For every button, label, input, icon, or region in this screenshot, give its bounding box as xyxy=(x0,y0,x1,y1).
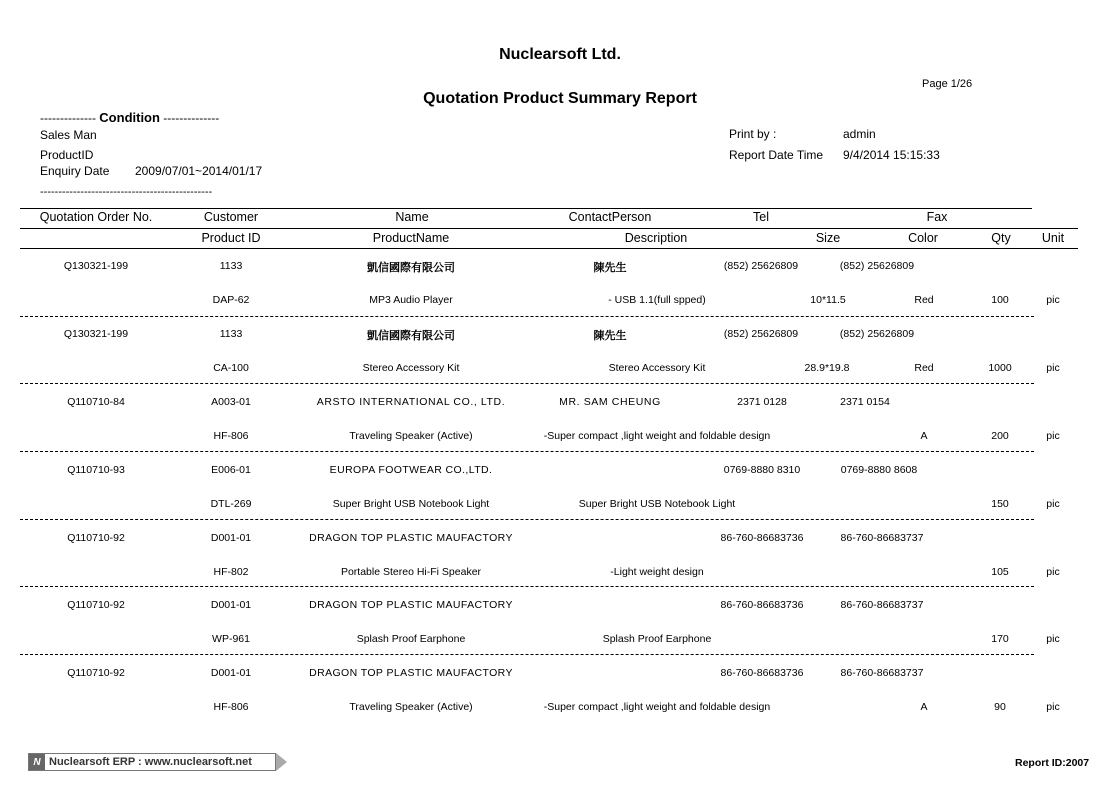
size: 28.9*19.8 xyxy=(804,362,850,374)
condition-separator: ----------------------------------------------- xyxy=(40,186,213,198)
col-size: Size xyxy=(815,231,841,245)
header-mid-rule xyxy=(20,228,1078,229)
chevron-right-icon xyxy=(276,753,287,771)
product-id: WP-961 xyxy=(212,633,250,645)
company-name: Nuclearsoft Ltd. xyxy=(499,46,621,63)
order-no: Q110710-92 xyxy=(67,599,125,611)
col-color: Color xyxy=(908,231,938,245)
report-date-label: Report Date Time xyxy=(729,148,824,162)
unit: pic xyxy=(1046,430,1060,442)
sales-man-label: Sales Man xyxy=(40,128,97,142)
record-separator xyxy=(20,383,1034,384)
qty: 100 xyxy=(991,294,1009,306)
tel: (852) 25626809 xyxy=(723,328,799,340)
condition-heading xyxy=(40,110,219,125)
description: Stereo Accessory Kit xyxy=(608,362,706,374)
qty: 200 xyxy=(991,430,1009,442)
color: Red xyxy=(914,362,934,374)
color: Red xyxy=(914,294,934,306)
enquiry-date-label: Enquiry Date xyxy=(40,164,110,178)
description: - USB 1.1(full spped) xyxy=(608,294,706,306)
customer-name: ARSTO INTERNATIONAL CO., LTD. xyxy=(316,396,506,408)
col-product-name: ProductName xyxy=(372,231,450,245)
fax: 86-760-86683737 xyxy=(840,532,924,544)
header-bottom-rule xyxy=(20,248,1078,249)
footer-logo-text: Nuclearsoft ERP : www.nuclearsoft.net xyxy=(49,756,252,768)
condition-title: Condition xyxy=(99,110,160,125)
page-number: Page 1/26 xyxy=(922,78,973,90)
fax: 86-760-86683737 xyxy=(840,667,924,679)
description: -Super compact ,light weight and foldable design xyxy=(543,430,771,442)
enquiry-date-value: 2009/07/01~2014/01/17 xyxy=(135,164,263,178)
unit: pic xyxy=(1046,633,1060,645)
product-id: HF-806 xyxy=(213,430,249,442)
product-name: MP3 Audio Player xyxy=(369,294,453,306)
color: A xyxy=(920,701,928,713)
col-tel: Tel xyxy=(753,210,769,224)
tel: 86-760-86683736 xyxy=(720,599,804,611)
tel: (852) 25626809 xyxy=(723,260,799,272)
customer-id: 1133 xyxy=(219,328,243,340)
product-name: Stereo Accessory Kit xyxy=(362,362,460,374)
report-title: Quotation Product Summary Report xyxy=(423,90,697,107)
product-name: Splash Proof Earphone xyxy=(356,633,466,645)
product-name: Traveling Speaker (Active) xyxy=(349,701,473,713)
col-qty: Qty xyxy=(991,231,1011,245)
unit: pic xyxy=(1046,362,1060,374)
qty: 105 xyxy=(991,566,1009,578)
product-id: HF-802 xyxy=(213,566,249,578)
col-name: Name xyxy=(395,210,429,224)
contact-person: 陳先生 xyxy=(593,329,627,342)
customer-id: D001-01 xyxy=(210,599,252,611)
col-unit: Unit xyxy=(1041,231,1065,245)
description: -Super compact ,light weight and foldable design xyxy=(543,701,771,713)
fax: 0769-8880 8608 xyxy=(840,464,918,476)
customer-name: EUROPA FOOTWEAR CO.,LTD. xyxy=(329,464,493,476)
col-description: Description xyxy=(624,231,688,245)
product-name: Super Bright USB Notebook Light xyxy=(332,498,490,510)
customer-id: E006-01 xyxy=(211,464,251,476)
col-product-id: Product ID xyxy=(201,231,261,245)
customer-id: D001-01 xyxy=(210,532,252,544)
nuclearsoft-logo-icon: N xyxy=(29,754,45,770)
tel: 2371 0128 xyxy=(737,396,787,408)
header-top-rule xyxy=(20,208,1032,209)
condition-dashes-right: -------------- xyxy=(163,111,220,125)
unit: pic xyxy=(1046,294,1060,306)
customer-name: DRAGON TOP PLASTIC MAUFACTORY xyxy=(309,599,513,611)
customer-id: 1133 xyxy=(219,260,243,272)
product-id: CA-100 xyxy=(213,362,249,374)
customer-name: DRAGON TOP PLASTIC MAUFACTORY xyxy=(309,532,513,544)
footer-logo[interactable] xyxy=(28,753,276,771)
order-no: Q110710-92 xyxy=(67,532,125,544)
report-id: Report ID:2007 xyxy=(1015,757,1090,769)
qty: 170 xyxy=(991,633,1009,645)
qty: 1000 xyxy=(988,362,1012,374)
product-id: HF-806 xyxy=(213,701,249,713)
tel: 86-760-86683736 xyxy=(720,667,804,679)
qty: 90 xyxy=(994,701,1006,713)
fax: (852) 25626809 xyxy=(839,328,915,340)
print-by-label: Print by : xyxy=(729,127,777,141)
product-id: DTL-269 xyxy=(210,498,252,510)
tel: 0769-8880 8310 xyxy=(723,464,801,476)
customer-name: 凱信國際有限公司 xyxy=(367,329,455,342)
record-separator xyxy=(20,451,1034,452)
customer-name: DRAGON TOP PLASTIC MAUFACTORY xyxy=(309,667,513,679)
unit: pic xyxy=(1046,701,1060,713)
contact-person: 陳先生 xyxy=(593,261,627,274)
product-id: DAP-62 xyxy=(212,294,250,306)
product-name: Traveling Speaker (Active) xyxy=(349,430,473,442)
fax: 2371 0154 xyxy=(840,396,890,408)
customer-id: D001-01 xyxy=(210,667,252,679)
order-no: Q110710-93 xyxy=(67,464,125,476)
order-no: Q130321-199 xyxy=(63,260,129,272)
record-separator xyxy=(20,519,1034,520)
report-date-value: 9/4/2014 15:15:33 xyxy=(843,148,940,162)
record-separator xyxy=(20,316,1034,317)
col-quotation-order-no: Quotation Order No. xyxy=(39,210,153,224)
size: 10*11.5 xyxy=(810,294,846,306)
description: Super Bright USB Notebook Light xyxy=(578,498,736,510)
unit: pic xyxy=(1046,498,1060,510)
description: Splash Proof Earphone xyxy=(602,633,712,645)
col-contact-person: ContactPerson xyxy=(568,210,652,224)
unit: pic xyxy=(1046,566,1060,578)
order-no: Q130321-199 xyxy=(63,328,129,340)
col-customer: Customer xyxy=(203,210,259,224)
tel: 86-760-86683736 xyxy=(720,532,804,544)
col-fax: Fax xyxy=(926,210,948,224)
product-name: Portable Stereo Hi-Fi Speaker xyxy=(340,566,482,578)
contact-person: MR. SAM CHEUNG xyxy=(559,396,661,408)
record-separator xyxy=(20,654,1034,655)
description: -Light weight design xyxy=(610,566,704,578)
qty: 150 xyxy=(991,498,1009,510)
order-no: Q110710-84 xyxy=(67,396,125,408)
order-no: Q110710-92 xyxy=(67,667,125,679)
fax: (852) 25626809 xyxy=(839,260,915,272)
print-by-value: admin xyxy=(843,127,876,141)
customer-id: A003-01 xyxy=(211,396,251,408)
condition-dashes-left: -------------- xyxy=(40,111,96,125)
product-id-label: ProductID xyxy=(40,148,94,162)
record-separator xyxy=(20,586,1034,587)
color: A xyxy=(920,430,928,442)
customer-name: 凱信國際有限公司 xyxy=(367,261,455,274)
fax: 86-760-86683737 xyxy=(840,599,924,611)
